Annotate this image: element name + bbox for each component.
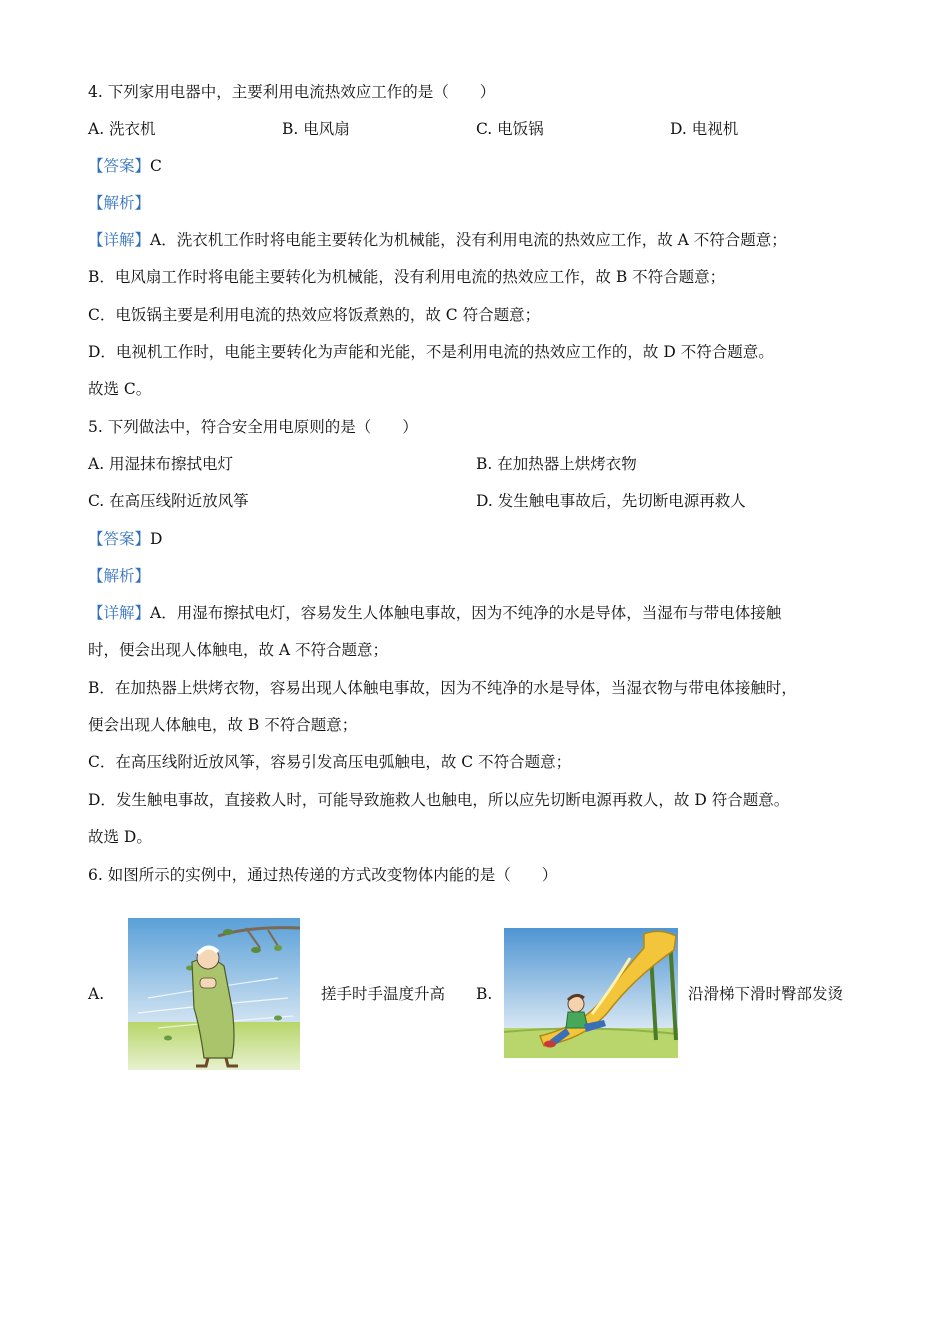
q5-option-b: B. 在加热器上烘烤衣物 (476, 455, 637, 473)
q4-option-a: A. 洗衣机 (88, 120, 156, 138)
q6-stem: 6. 如图所示的实例中，通过热传递的方式改变物体内能的是（ ） (88, 866, 558, 884)
q5-option-a: A. 用湿抹布擦拭电灯 (88, 455, 234, 473)
q5-detail-c: C．在高压线附近放风筝，容易引发高压电弧触电，故 C 不符合题意； (88, 753, 572, 771)
q5-option-d: D. 发生触电事故后，先切断电源再救人 (476, 492, 746, 510)
q6-option-b-label: B. (476, 985, 493, 1003)
q4-detail-d: D．电视机工作时，电能主要转化为声能和光能，不是利用电流的热效应工作的，故 D 不符合题意。 (88, 343, 774, 361)
answer-tag: 【答案】 (88, 157, 151, 175)
q5-answer (88, 528, 162, 550)
answer-tag: 【答案】 (88, 530, 151, 548)
q5-detail-b1: B．在加热器上烘烤衣物，容易出现人体触电事故，因为不纯净的水是导体，当湿衣物与带电体接触时， (88, 679, 797, 697)
q4-analysis-tag: 【解析】 (88, 194, 151, 212)
q5-detail-a1 (88, 602, 781, 624)
q5-detail-d: D．发生触电事故，直接救人时，可能导致施救人也触电，所以应先切断电源再救人，故 D 符合题意。 (88, 791, 790, 809)
child-on-slide-illustration (504, 928, 678, 1058)
q4-detail-a (88, 229, 787, 251)
answer-value: C (150, 157, 162, 175)
q5-detail-b2: 便会出现人体触电，故 B 不符合题意； (88, 716, 358, 734)
q4-conclusion: 故选 C。 (88, 380, 152, 398)
q6-option-a-label: A. (88, 985, 105, 1003)
q6-option-b-text: 沿滑梯下滑时臀部发烫 (688, 985, 844, 1003)
old-man-rubbing-hands-illustration (128, 918, 300, 1070)
q4-option-b: B. 电风扇 (282, 120, 350, 138)
detail-tag: 【详解】 (88, 604, 151, 622)
detail-text: A．洗衣机工作时将电能主要转化为机械能，没有利用电流的热效应工作，故 A 不符合题意； (150, 231, 787, 249)
answer-value: D (150, 530, 163, 548)
illustration-a-svg (128, 918, 300, 1070)
q4-answer (88, 155, 162, 177)
detail-text: A．用湿布擦拭电灯，容易发生人体触电事故，因为不纯净的水是导体，当湿布与带电体接触 (150, 604, 782, 622)
q5-stem: 5. 下列做法中，符合安全用电原则的是（ ） (88, 418, 418, 436)
q6-option-a-text: 搓手时手温度升高 (321, 985, 446, 1003)
q4-option-c: C. 电饭锅 (476, 120, 544, 138)
illustration-b-svg (504, 928, 678, 1058)
q4-detail-c: C．电饭锅主要是利用电流的热效应将饭煮熟的，故 C 符合题意； (88, 306, 541, 324)
q4-option-d: D. 电视机 (670, 120, 739, 138)
q5-option-c: C. 在高压线附近放风筝 (88, 492, 249, 510)
q5-conclusion: 故选 D。 (88, 828, 152, 846)
q4-detail-b: B．电风扇工作时将电能主要转化为机械能，没有利用电流的热效应工作，故 B 不符合题意； (88, 268, 726, 286)
q5-detail-a2: 时，便会出现人体触电，故 A 不符合题意； (88, 641, 389, 659)
detail-tag: 【详解】 (88, 231, 151, 249)
q5-analysis-tag: 【解析】 (88, 567, 151, 585)
q4-stem: 4. 下列家用电器中，主要利用电流热效应工作的是（ ） (88, 83, 496, 101)
